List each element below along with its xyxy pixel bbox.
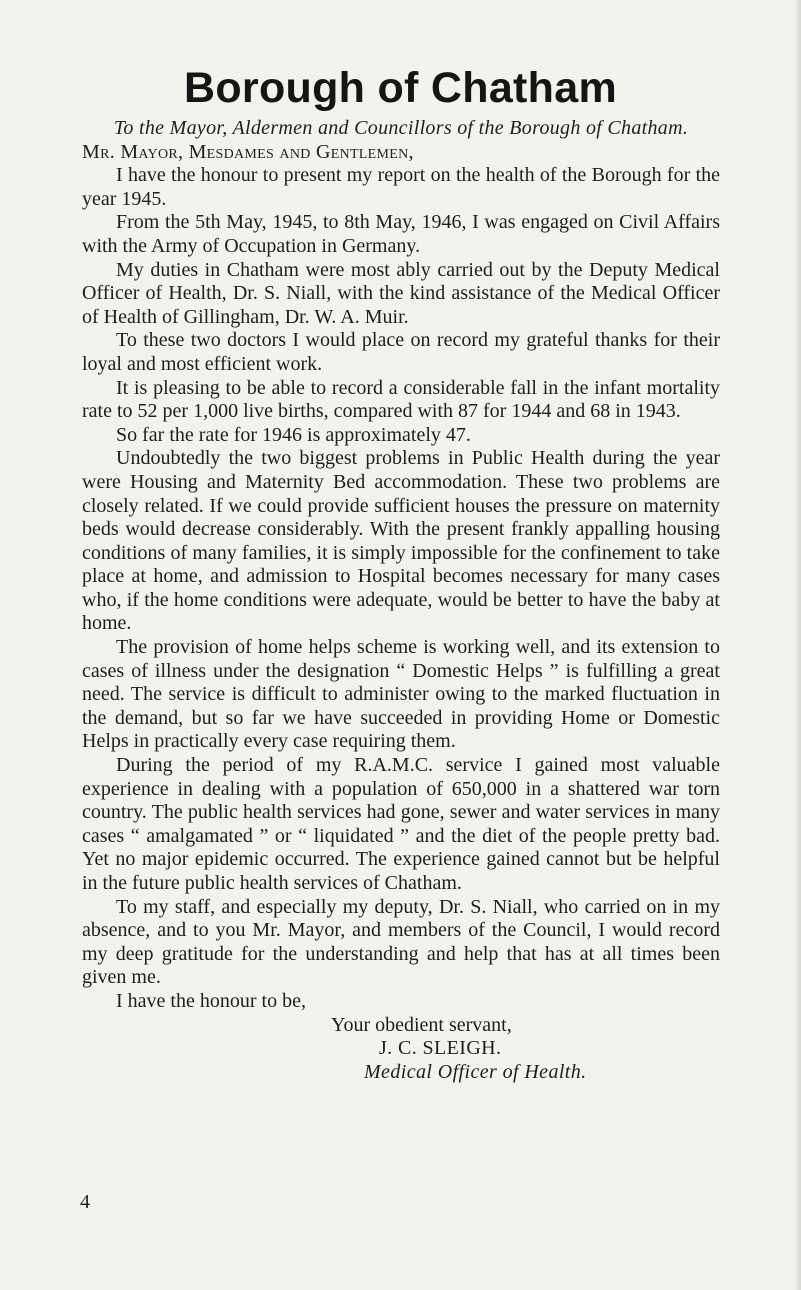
paragraph-civil-affairs: From the 5th May, 1945, to 8th May, 1946, I was engaged on Civil Affairs with the Army of Occupation in Germany. (82, 211, 720, 257)
paragraph-home-helps: The provision of home helps scheme is working well, and its extension to cases of illness under the designation “ Domestic Helps ” is fulfilling a great need. The service is difficult to administer owing to the marked fluctuation in the demand, but so far we have succeeded in providing Home or Domestic Helps in practically every case requiring them. (82, 636, 720, 753)
paragraph-duties: My duties in Chatham were most ably carried out by the Deputy Medical Officer of Health, Dr. S. Niall, with the kind assistance of the Medical Officer of Health of Gillingham, Dr. W. A. Muir. (82, 258, 720, 328)
paragraph-housing-maternity: Undoubtedly the two biggest problems in Public Health during the year were Housing and Maternity Bed accommodation. These two problems are closely related. If we could provide sufficient houses the pressure on maternity beds would decrease considerably. With the present frankly appalling housing conditions of many families, it is simply impossible for the confinement to take place at home, and admission to Hospital becomes necessary for many cases who, if the home conditions were adequate, would be better to have the baby at home. (82, 447, 720, 635)
paragraph-infant-mortality: It is pleasing to be able to record a considerable fall in the infant mortality rate to 52 per 1,000 live births, compared with 87 for 1944 and 68 in 1943. (82, 376, 720, 423)
page-number: 4 (80, 1191, 90, 1213)
paragraph-rate-1946: So far the rate for 1946 is approximately 47. (116, 423, 471, 446)
paragraph-thanks: To these two doctors I would place on record my grateful thanks for their loyal and most efficient work. (82, 329, 720, 375)
paragraph-staff-gratitude: To my staff, and especially my deputy, Dr. S. Niall, who carried on in my absence, and to you Mr. Mayor, and members of the Council, I would record my deep gratitude for the understanding and help that has at all times been given me. (82, 895, 720, 989)
paragraph-report-intro: I have the honour to present my report on the health of the Borough for the year 1945. (82, 164, 720, 210)
closing-line: I have the honour to be, (116, 989, 306, 1012)
salutation-line: Mr. Mayor, Mesdames and Gentlemen, (82, 140, 414, 163)
letter-body (82, 117, 720, 1084)
paragraph-ramc-service: During the period of my R.A.M.C. service I gained most valuable experience in dealing with a population of 650,000 in a shattered war torn country. The public health services had gone, sewer and water services in many cases “ amalgamated ” or “ liquidated ” and the diet of the people pretty bad. Yet no major epidemic occurred. The experience gained cannot but be helpful in the future public health services of Chatham. (82, 754, 720, 894)
addressee-line: To the Mayor, Aldermen and Councillors of the Borough of Chatham. (113, 117, 689, 139)
signatory-title: Medical Officer of Health. (364, 1060, 587, 1083)
page-edge-shadow (795, 0, 801, 1290)
page-title: Borough of Chatham (184, 64, 617, 112)
sign-off-line: Your obedient servant, (331, 1013, 512, 1036)
signatory-name: J. C. SLEIGH. (379, 1037, 502, 1060)
